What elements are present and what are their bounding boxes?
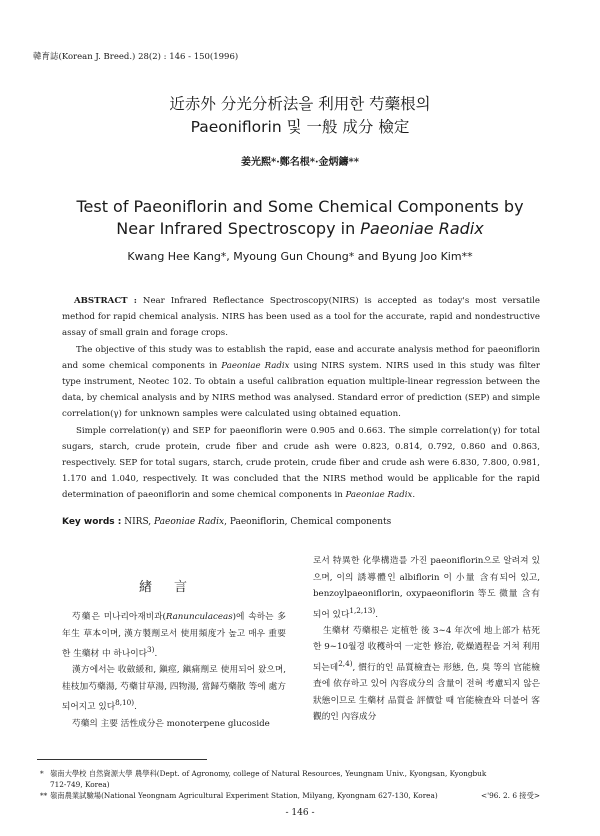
english-title-plain: Near Infrared Spectroscopy in (116, 219, 361, 238)
left-paragraph-1 (62, 609, 286, 662)
page-number: - 146 - (285, 808, 315, 818)
footnote-1-line-1: 嶺南大學校 自然資源大學 農學科(Dept. of Agronomy, college of Natural Resources, Yeungnam Univ., Kyongsan, Kyongbuk (50, 769, 487, 778)
abstract-p2-italic: Paeoniae Radix (221, 360, 290, 371)
footnote-1-line-2: 712-749, Korea) (50, 780, 110, 789)
left-p1-citation: 3) (147, 645, 155, 654)
footnotes (40, 768, 540, 801)
left-p1-italic: Ranunculaceas (165, 612, 233, 622)
footnote-2 (40, 790, 540, 801)
left-p2-citation: 8,10) (115, 698, 135, 708)
left-column (62, 609, 286, 732)
footnote-1-mark: * (40, 769, 44, 778)
abstract-p2-text-a: The objective of this study was to establish the rapid, ease and accurate analysis method for paeoniflorin and some chemical components in (62, 344, 540, 371)
abstract-label: ABSTRACT : (74, 296, 137, 306)
journal-citation: 韓育誌(Korean J. Breed.) 28(2) : 146 - 150(1996) (33, 52, 239, 62)
right-paragraph-1 (313, 553, 540, 623)
right-p2-citation: 2,4) (338, 658, 353, 668)
left-p1-text-b: )에 속하는 多年生 草本이며, 漢方製劑로서 使用頻度가 높고 매우 重要한 生藥材 中 하나이다 (62, 612, 286, 659)
left-p2-end: . (134, 702, 137, 713)
korean-title-line-1: 近赤外 分光分析法을 利用한 芍藥根의 (169, 95, 431, 113)
footnote-2-text: 嶺南農業試驗場(National Yeongnam Agricultural Experiment Station, Milyang, Kyongnam 627-130, Korea) (50, 791, 438, 800)
left-paragraph-2 (62, 662, 286, 715)
right-p1-end: . (375, 609, 378, 620)
keywords-text-a: NIRS, (121, 517, 155, 527)
footnote-1 (40, 768, 540, 790)
footnote-divider (37, 759, 207, 760)
abstract-block (62, 293, 540, 504)
right-p1-text: 로서 特異한 化學構造를 가진 paeoniflorin으로 알려져 있으며, 이의 誘導體인 albiflorin 이 小量 含有되어 있고, benzoylpaeoniflorin, oxypaeoniflorin 等도 微量 含有되어 있다 (313, 556, 540, 620)
left-paragraph-3: 芍藥의 主要 活性成分은 monoterpene glucoside (72, 718, 270, 729)
abstract-p3-end: . (412, 490, 416, 501)
abstract-p1-text: Near Infrared Reflectance Spectroscopy(NIRS) is accepted as today's most versatile method for rapid chemical analysis. NIRS has been used as a tool for the accurate, rapid and nondestructive assay of small grain and forage crops. (62, 296, 541, 339)
left-p2-text: 漢方에서는 收斂緩和, 鎭痙, 鎭痛劑로 使用되어 왔으며, 桂枝加芍藥湯, 芍藥甘草湯, 四物湯, 當歸芍藥散 等에 處方 되어지고 있다 (62, 665, 286, 713)
korean-title-line-2: Paeoniflorin 및 一般 成分 檢定 (190, 118, 410, 136)
right-paragraph-2 (313, 623, 540, 726)
right-column (313, 553, 540, 726)
abstract-paragraph-3 (62, 423, 540, 504)
keywords-line (62, 517, 391, 527)
right-p2-text-b: , 慣行的인 品質檢査는 形態, 色, 臭 等의 官能檢査에 依存하고 있어 內容成分의 含量이 전혀 考慮되지 않은 狀態이므로 生藥材 品質을 評價할 때 官能檢査와 더불어 客觀的인 內容成分 (313, 662, 540, 723)
abstract-p3-text-a: Simple correlation(γ) and SEP for paeoniflorin were 0.905 and 0.663. The simple correlation(γ) for total sugars, starch, crude protein, crude fiber and crude ash were 0.823, 0.814, 0.792, 0.860 and 0.863, respectively. SEP for total sugars, starch, crude protein, crude fiber and crude ash were 6.830, 7.800, 0.981, 1.170 and 1.040, respectively. It was concluded that the NIRS method would be applicable for the rapid determination of paeoniflorin and some chemical components in (62, 425, 540, 501)
section-heading-introduction: 緖言 (138, 580, 209, 595)
english-title-line-2 (0, 219, 600, 238)
abstract-p2-text-b: using NIRS system. NIRS used in this study was filter type instrument, Neotec 102. To obtain a useful calibration equation multiple-linear regression between the data, by chemical analysis and by NIRS method was analysed. Standard error of prediction (SEP) and simple correlation(γ) for unknown samples were calculated using obtained equation. (62, 360, 540, 420)
abstract-paragraph-2 (62, 342, 540, 423)
keywords-italic: Paeoniae Radix (154, 517, 225, 527)
left-p1-end: . (154, 648, 158, 659)
english-authors: Kwang Hee Kang*, Myoung Gun Choung* and Byung Joo Kim** (127, 250, 473, 263)
received-date: <'96. 2. 6 接受> (481, 791, 540, 800)
right-p1-citation: 1,2,13) (349, 605, 376, 615)
right-p2-text-a: 生藥材 芍藥根은 定植한 後 3∼4 年次에 地上部가 枯死한 9∼10월경 收穫하여 一定한 修治, 乾燥過程을 거쳐 利用되는데 (313, 625, 540, 673)
english-title-line-1: Test of Paeoniflorin and Some Chemical Components by (76, 197, 524, 216)
abstract-p3-italic: Paeoniae Radix (345, 490, 413, 501)
keywords-label: Key words : (62, 517, 122, 527)
footnote-2-mark: ** (40, 791, 48, 800)
keywords-text-b: , Paeoniflorin, Chemical components (224, 517, 392, 527)
korean-authors: 姜光熙*·鄭名根*·金炳鑄** (241, 157, 359, 168)
left-p1-text-a: 芍藥은 미나리아재비과( (72, 612, 166, 622)
english-title-italic: Paeoniae Radix (360, 219, 484, 238)
abstract-paragraph-1 (62, 293, 540, 342)
